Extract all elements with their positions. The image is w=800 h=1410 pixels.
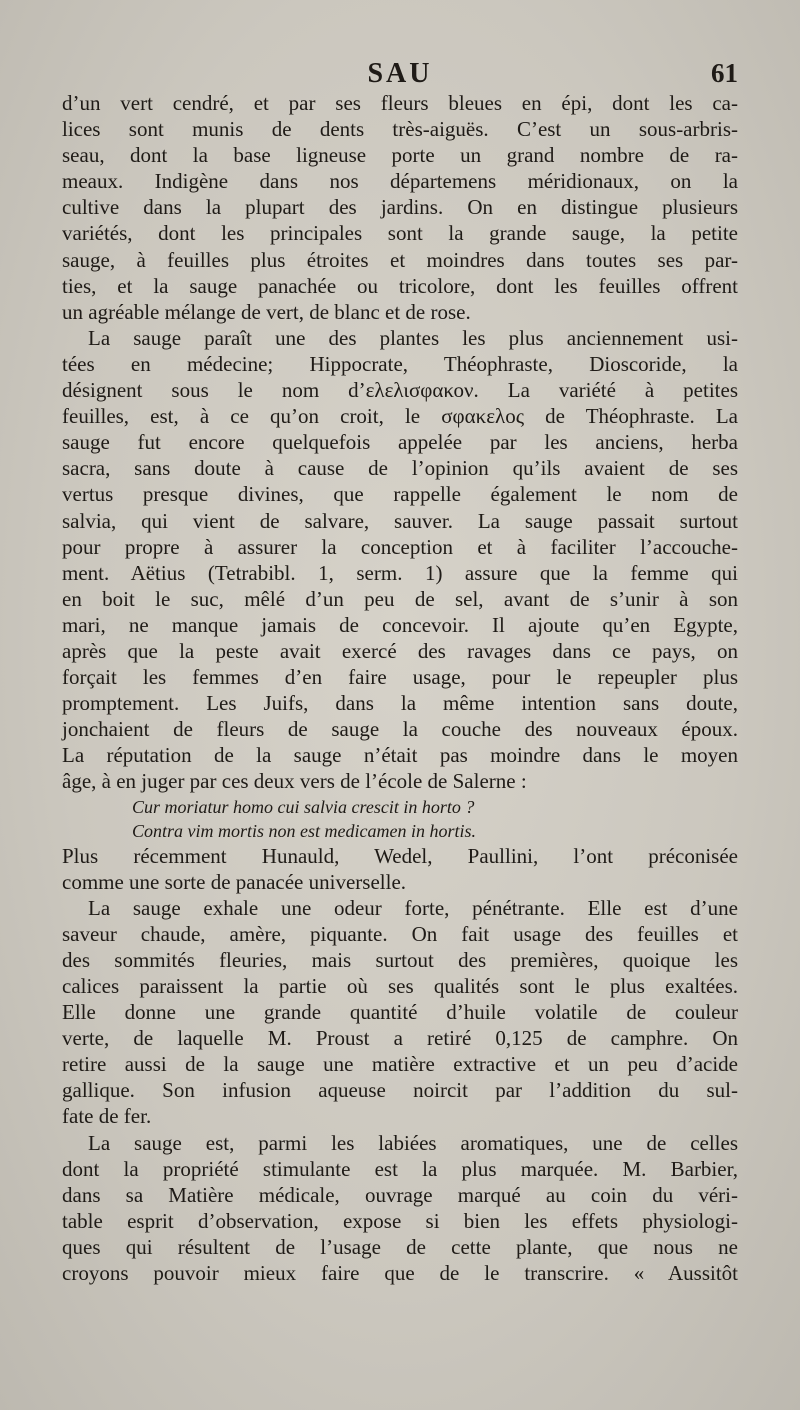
text-line: après que la peste avait exercé des ravages dans ce pays, on <box>62 638 738 663</box>
page-body <box>62 90 738 1286</box>
text-line: vertus presque divines, que rappelle également le nom de <box>62 482 738 507</box>
text-line: La sauge paraît une des plantes les plus anciennement usi- <box>88 325 738 350</box>
text-line: comme une sorte de panacée universelle. <box>62 869 407 894</box>
text-line: ment. Aëtius (Tetrabibl. 1, serm. 1) assure que la femme qui <box>62 560 738 585</box>
text-line: seau, dont la base ligneuse porte un grand nombre de ra- <box>62 143 738 168</box>
text-line: La sauge est, parmi les labiées aromatiques, une de celles <box>88 1130 738 1155</box>
text-line: un agréable mélange de vert, de blanc et de rose. <box>62 299 471 324</box>
text-line: sauge, à feuilles plus étroites et moindres dans toutes ses par- <box>62 247 738 272</box>
text-line: Elle donne une grande quantité d’huile volatile de couleur <box>62 1000 738 1025</box>
text-line: forçait les femmes d’en faire usage, pour le repeupler plus <box>62 665 738 690</box>
verse-line: Contra vim mortis non est medicamen in hortis. <box>132 820 476 841</box>
text-line: jonchaient de fleurs de sauge la couche des nouveaux époux. <box>62 717 738 742</box>
text-line: calices paraissent la partie où ses qualités sont le plus exaltées. <box>62 974 738 998</box>
text-line: meaux. Indigène dans nos départemens méridionaux, on la <box>62 169 738 194</box>
text-line: mari, ne manque jamais de concevoir. Il ajoute qu’en Egypte, <box>62 612 738 637</box>
text-line: La réputation de la sauge n’était pas moindre dans le moyen <box>62 743 738 768</box>
text-line: lices sont munis de dents très-aiguës. C’est un sous-arbris- <box>62 117 738 142</box>
text-line: verte, de laquelle M. Proust a retiré 0,125 de camphre. On <box>62 1026 738 1051</box>
text-line: feuilles, est, à ce qu’on croit, le σφακελος de Théophraste. La <box>62 404 738 429</box>
text-line: variétés, dont les principales sont la grande sauge, la petite <box>62 221 738 246</box>
text-line: gallique. Son infusion aqueuse noircit par l’addition du sul- <box>62 1078 738 1103</box>
verse-line: Cur moriatur homo cui salvia crescit in horto ? <box>132 796 475 817</box>
text-line: désignent sous le nom d’ελελισφακον. La variété à petites <box>62 378 738 403</box>
text-line: dans sa Matière médicale, ouvrage marqué au coin du véri- <box>62 1182 738 1207</box>
text-line: tées en médecine; Hippocrate, Théophraste, Dioscoride, la <box>62 351 738 376</box>
text-line: cultive dans la plupart des jardins. On en distingue plusieurs <box>62 195 738 220</box>
text-line: en boit le suc, mêlé d’un peu de sel, avant de s’unir à son <box>62 586 738 611</box>
text-line: des sommités fleuries, mais surtout des premières, quoique les <box>62 947 738 972</box>
text-line: d’un vert cendré, et par ses fleurs bleues en épi, dont les ca- <box>62 91 738 115</box>
text-line: Plus récemment Hunauld, Wedel, Paullini, l’ont préconisée <box>62 843 738 868</box>
text-line: promptement. Les Juifs, dans la même intention sans doute, <box>62 691 738 716</box>
running-head: SAU <box>367 58 433 89</box>
text-line: saveur chaude, amère, piquante. On fait usage des feuilles et <box>62 921 738 946</box>
text-line: sacra, sans doute à cause de l’opinion qu’ils avaient de ses <box>62 456 738 481</box>
text-line: dont la propriété stimulante est la plus marquée. M. Barbier, <box>62 1156 738 1181</box>
text-line: pour propre à assurer la conception et à faciliter l’accouche- <box>62 534 738 559</box>
text-line: sauge fut encore quelquefois appelée par les anciens, herba <box>62 430 738 455</box>
page-header <box>62 58 738 92</box>
text-line: ques qui résultent de l’usage de cette plante, que nous ne <box>62 1234 738 1259</box>
text-line: La sauge exhale une odeur forte, pénétrante. Elle est d’une <box>88 895 738 920</box>
text-line: fate de fer. <box>62 1104 152 1129</box>
text-line: salvia, qui vient de salvare, sauver. La sauge passait surtout <box>62 508 738 533</box>
text-line: table esprit d’observation, expose si bien les effets physiologi- <box>62 1208 738 1233</box>
text-line: ties, et la sauge panachée ou tricolore, dont les feuilles offrent <box>62 273 738 298</box>
text-line: âge, à en juger par ces deux vers de l’école de Salerne : <box>62 769 527 794</box>
text-line: retire aussi de la sauge une matière extractive et un peu d’acide <box>62 1052 738 1077</box>
page-number: 61 <box>711 58 738 88</box>
text-line: croyons pouvoir mieux faire que de le transcrire. « Aussitôt <box>62 1261 738 1286</box>
